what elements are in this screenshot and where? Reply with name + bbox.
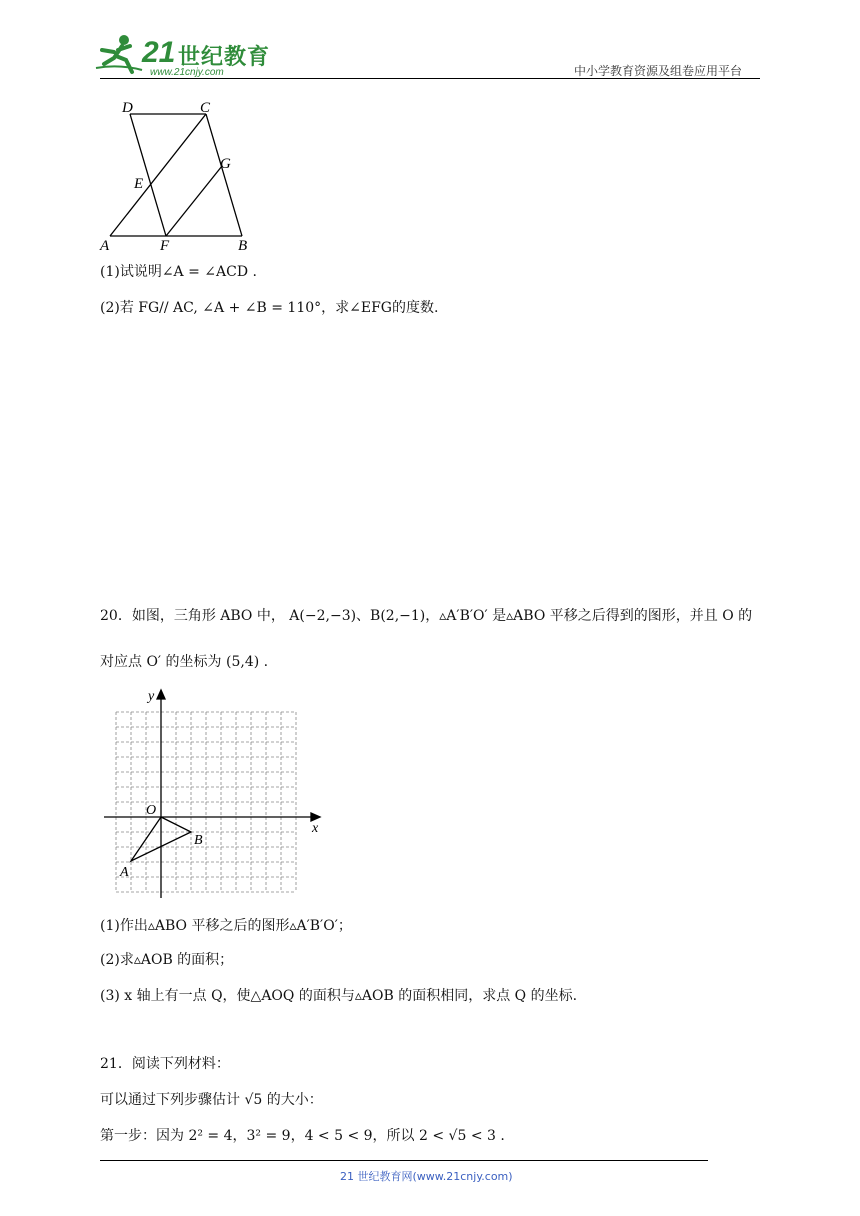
runner-logo-icon xyxy=(94,34,144,76)
label-C: C xyxy=(200,100,211,116)
header-divider xyxy=(100,78,760,79)
logo-number: 21 xyxy=(142,36,176,69)
header xyxy=(0,0,860,80)
label-F: F xyxy=(160,238,170,254)
footer-text: 21 世纪教育网(www.21cnjy.com) xyxy=(340,1170,513,1183)
axis-y-label: y xyxy=(148,689,155,704)
q20-part1: (1)作出▵ABO 平移之后的图形▵A′B′O′； xyxy=(100,918,352,934)
q21-line1: 21．阅读下列材料： xyxy=(100,1056,230,1072)
axis-x-label: x xyxy=(312,821,319,836)
point-A-label: A xyxy=(120,865,129,880)
label-G: G xyxy=(220,156,231,172)
point-B-label: B xyxy=(194,833,203,848)
logo-text: 世纪教育 xyxy=(178,45,271,70)
q20-part2: (2)求▵AOB 的面积； xyxy=(100,952,234,968)
q19-part1: (1)试说明∠A = ∠ACD . xyxy=(100,264,257,280)
logo-url: www.21cnjy.com xyxy=(150,67,224,78)
label-B: B xyxy=(238,238,248,254)
label-D: D xyxy=(122,100,133,116)
q21-line2: 可以通过下列步骤估计 √5 的大小： xyxy=(100,1092,323,1108)
q20-part3: (3) x 轴上有一点 Q，使△AOQ 的面积与▵AOB 的面积相同，求点 Q 的坐标. xyxy=(100,988,578,1004)
coordinate-grid xyxy=(100,686,326,902)
origin-label: O xyxy=(146,803,157,818)
q21-line3: 第一步：因为 2² = 4，3² = 9，4 < 5 < 9，所以 2 < √5 < 3 . xyxy=(100,1128,505,1144)
geometry-figure-abcd xyxy=(96,96,266,256)
q20-stem-line1: 20．如图，三角形 ABO 中， A(−2,−3)、B(2,−1)，▵A′B′O′ 是▵ABO 平移之后得到的图形，并且 O 的 xyxy=(100,608,753,624)
label-E: E xyxy=(134,176,144,192)
footer-divider xyxy=(100,1160,708,1161)
header-platform-text: 中小学教育资源及组卷应用平台 xyxy=(574,64,743,78)
label-A: A xyxy=(100,238,110,254)
q19-part2: (2)若 FG// AC, ∠A + ∠B = 110°，求∠EFG的度数. xyxy=(100,300,439,316)
q20-stem-line2: 对应点 O′ 的坐标为 (5,4) . xyxy=(100,654,269,670)
